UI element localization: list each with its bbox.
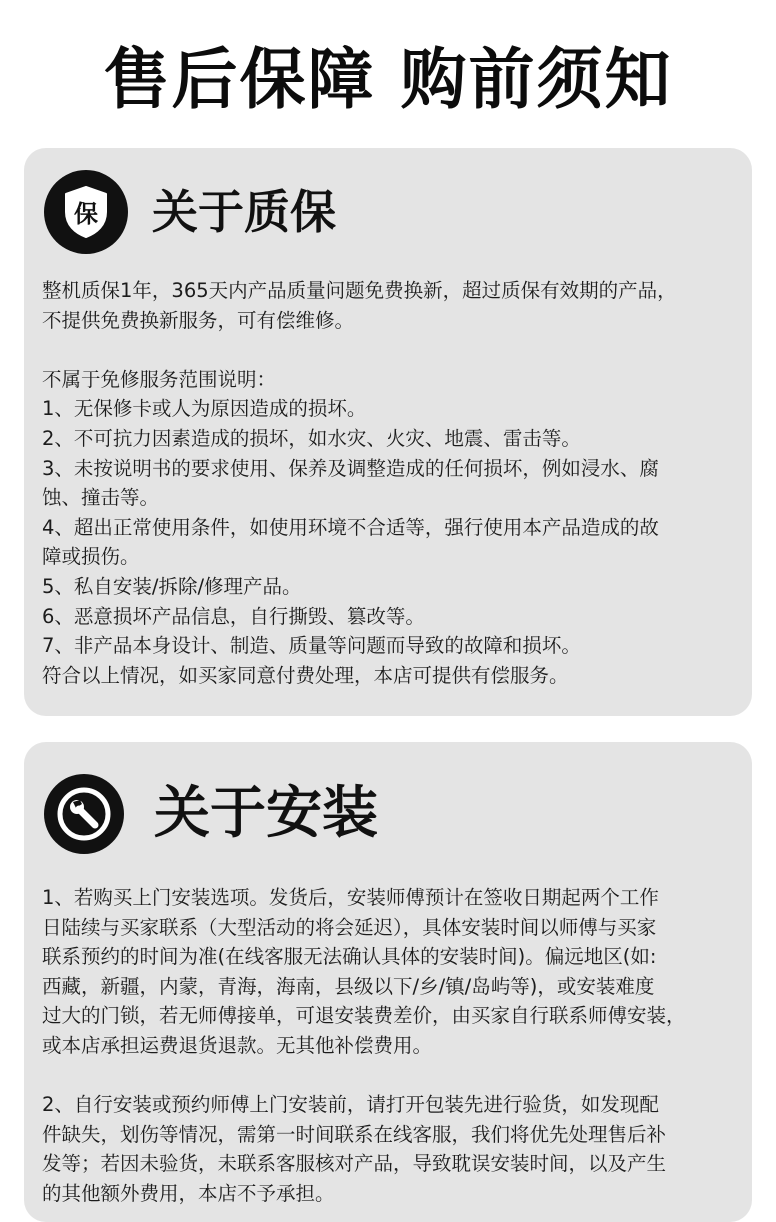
- warranty-line: 不提供免费换新服务，可有偿维修。: [42, 308, 355, 332]
- warranty-header: [44, 170, 336, 254]
- install-line: 的其他额外费用，本店不予承担。: [42, 1181, 335, 1205]
- warranty-line: 1、无保修卡或人为原因造成的损坏。: [42, 397, 367, 421]
- warranty-body: [42, 276, 742, 690]
- warranty-line: 6、恶意损坏产品信息，自行撕毁、篡改等。: [42, 604, 425, 628]
- warranty-line: 7、非产品本身设计、制造、质量等问题而导致的故障和损坏。: [42, 634, 581, 658]
- install-line: 日陆续与买家联系（大型活动的将会延迟），具体安装时间以师傅与买家: [42, 915, 657, 939]
- wrench-icon: [44, 774, 124, 854]
- install-line: 件缺失，划伤等情况，需第一时间联系在线客服，我们将优先处理售后补: [42, 1122, 667, 1146]
- page-title: 售后保障 购前须知: [103, 41, 673, 118]
- install-line: 1、若购买上门安装选项。发货后，安装师傅预计在签收日期起两个工作: [42, 886, 659, 909]
- install-line: 或本店承担运费退货退款。无其他补偿费用。: [42, 1033, 433, 1057]
- warranty-line: 3、未按说明书的要求使用、保养及调整造成的任何损坏，例如浸水、腐: [42, 456, 659, 480]
- warranty-line: 不属于免修服务范围说明：: [42, 367, 277, 391]
- warranty-line: 整机质保1年，365天内产品质量问题免费换新，超过质保有效期的产品，: [42, 279, 677, 302]
- install-header: [44, 774, 378, 854]
- warranty-spacer: [42, 335, 742, 365]
- install-spacer: [42, 1061, 742, 1091]
- warranty-card: [24, 148, 752, 716]
- warranty-line: 4、超出正常使用条件，如使用环境不合适等，强行使用本产品造成的故: [42, 515, 659, 539]
- install-line: 2、自行安装或预约师傅上门安装前，请打开包装先进行验货，如发现配: [42, 1093, 659, 1117]
- shield-icon: [44, 170, 128, 254]
- install-line: 发等；若因未验货，未联系客服核对产品，导致耽误安装时间，以及产生: [42, 1152, 667, 1176]
- install-card: [24, 742, 752, 1222]
- warranty-line: 2、不可抗力因素造成的损坏，如水灾、火灾、地震、雷击等。: [42, 426, 581, 450]
- install-line: 西藏，新疆，内蒙，青海，海南，县级以下/乡/镇/岛屿等)，或安装难度: [42, 974, 655, 998]
- shield-icon-glyph: 保: [74, 200, 98, 228]
- install-title: 关于安装: [154, 781, 378, 846]
- install-line: 联系预约的时间为准(在线客服无法确认具体的安装时间)。偏远地区(如:: [42, 945, 657, 969]
- install-line: 过大的门锁，若无师傅接单，可退安装费差价，由买家自行联系师傅安装，: [42, 1004, 686, 1028]
- install-body: [42, 883, 742, 1209]
- warranty-line: 蚀、撞击等。: [42, 486, 160, 510]
- warranty-line: 障或损伤。: [42, 545, 140, 569]
- warranty-line: 5、私自安装/拆除/修理产品。: [42, 574, 302, 598]
- warranty-title: 关于质保: [152, 185, 336, 239]
- warranty-line: 符合以上情况，如买家同意付费处理，本店可提供有偿服务。: [42, 663, 569, 687]
